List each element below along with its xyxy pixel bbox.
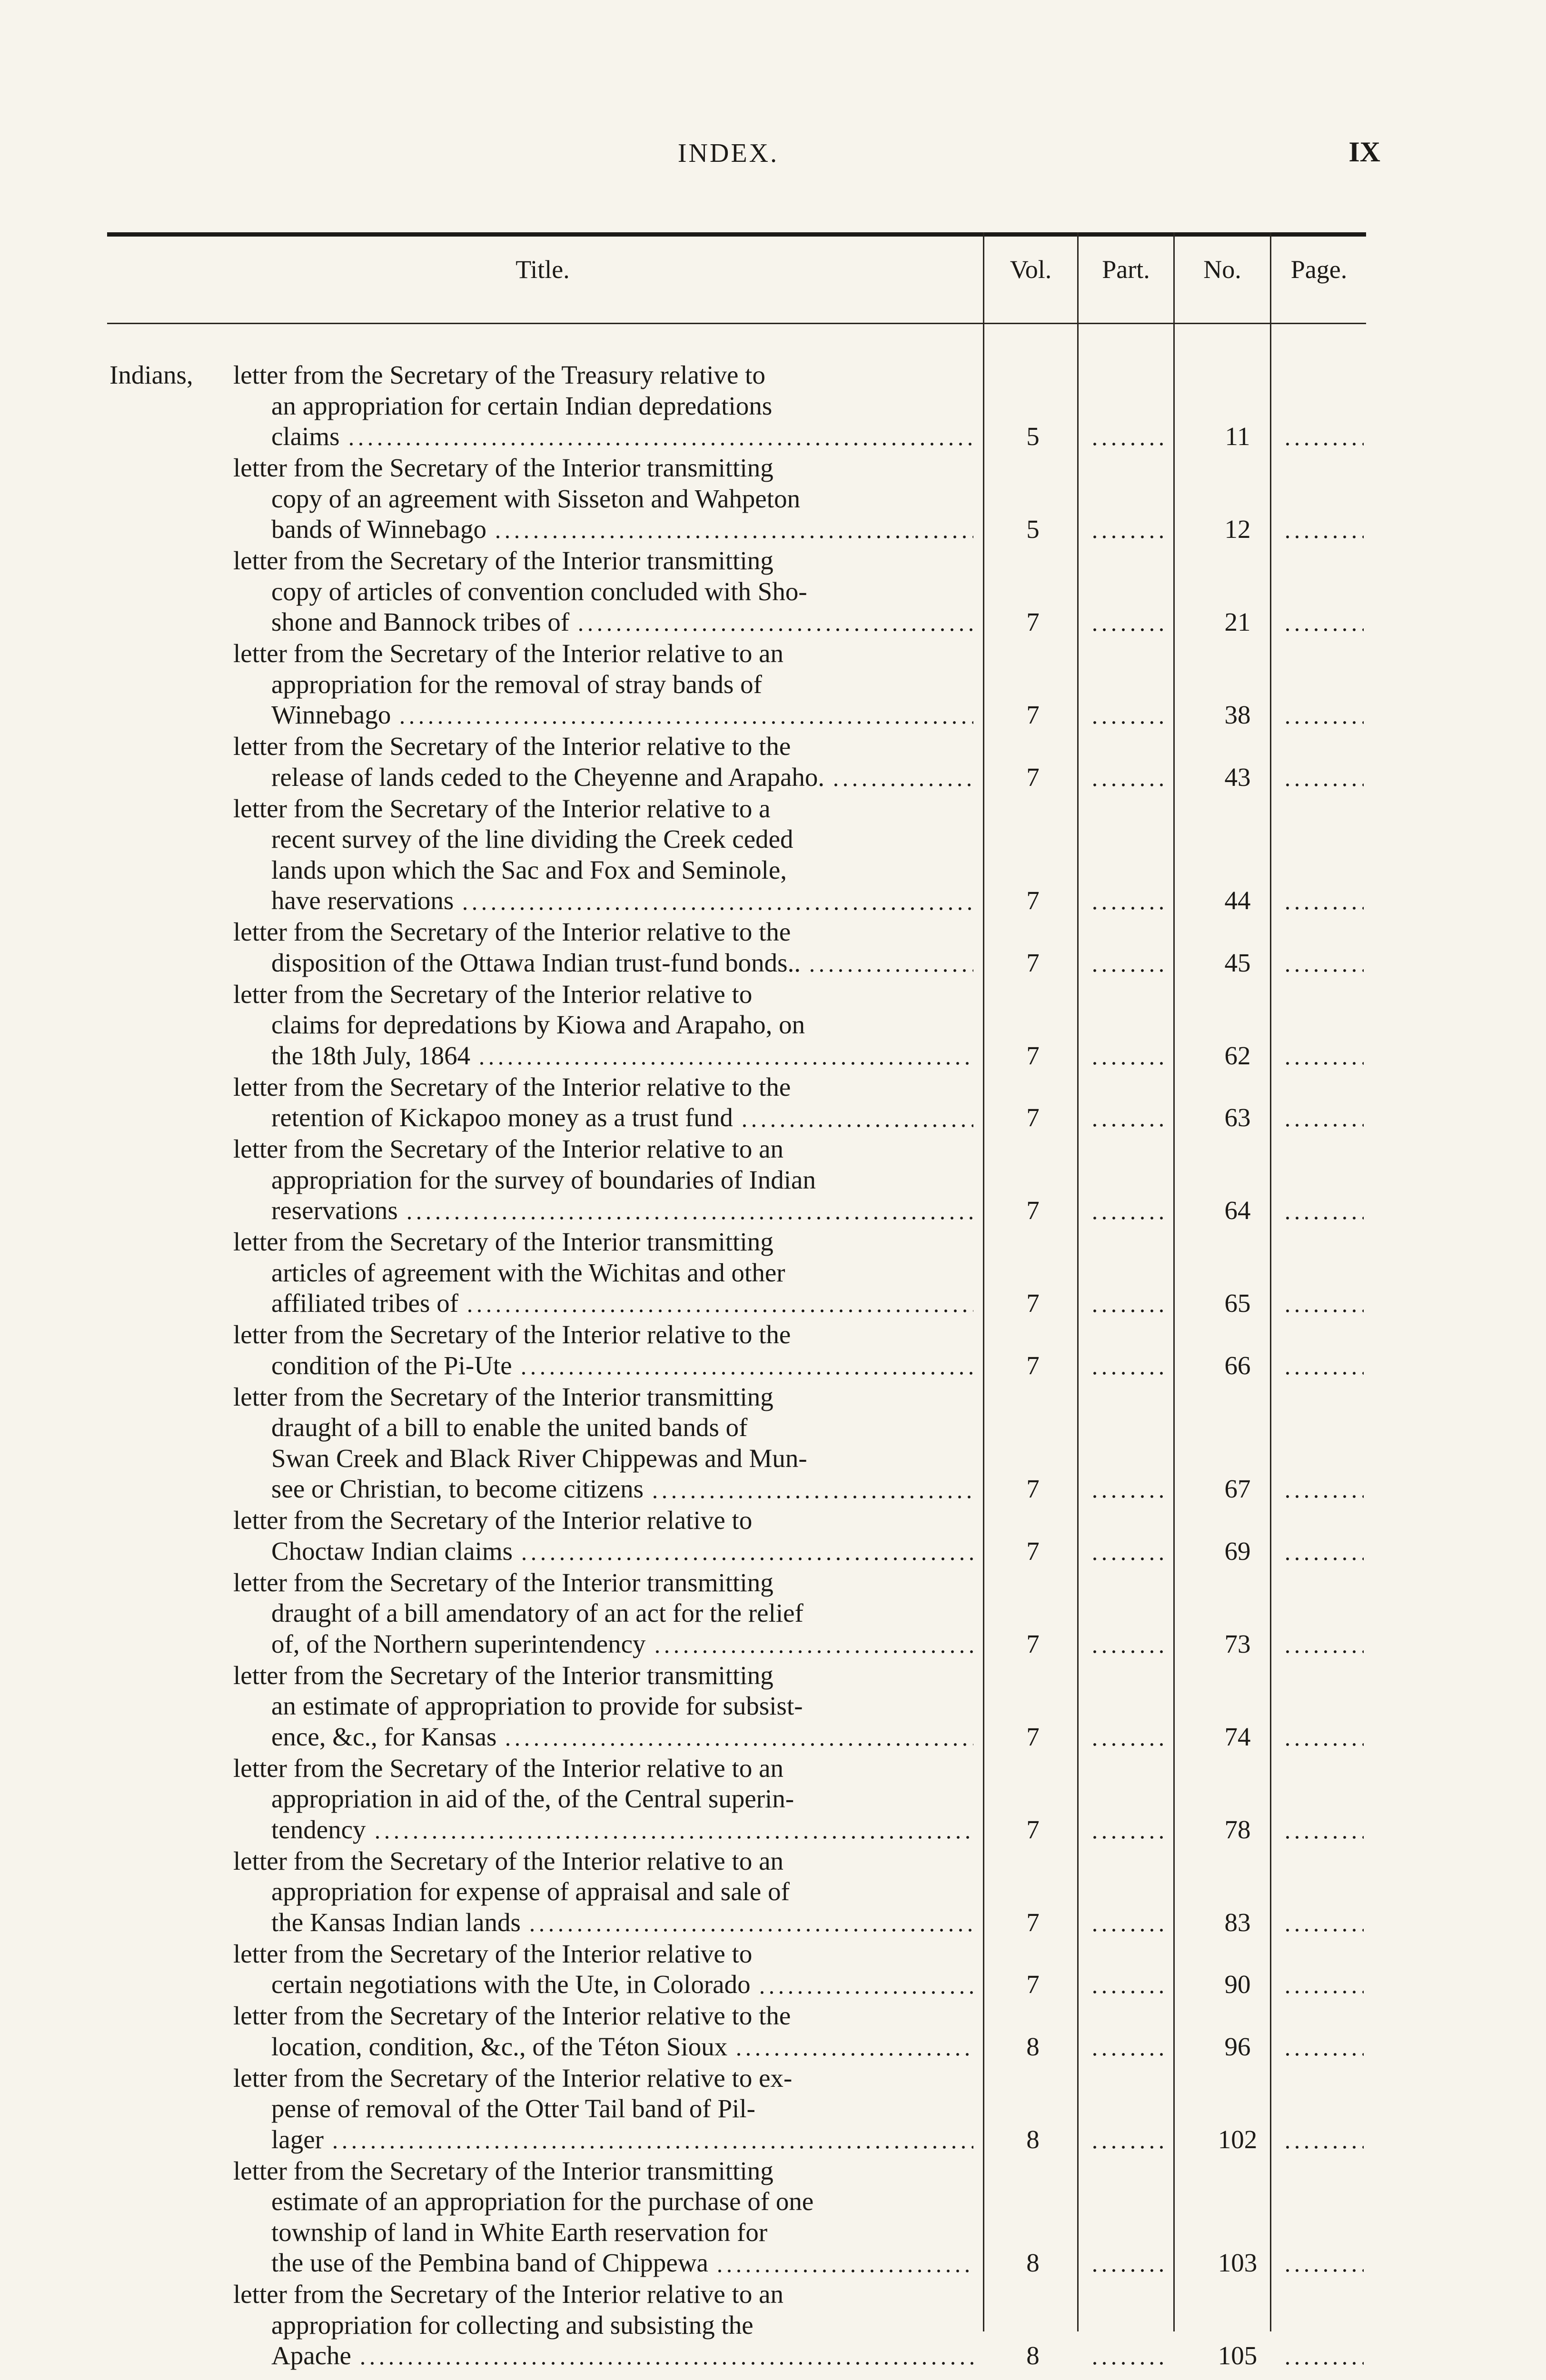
index-entry: [0, 2156, 1546, 2279]
entry-number: 90: [1224, 1970, 1251, 1999]
entry-part-leader: [1090, 1372, 1166, 1375]
entry-volume: 7: [1026, 607, 1040, 636]
entry-text-first-line: letter from the Secretary of the Interior relative to: [233, 1506, 753, 1535]
entry-volume: 7: [1026, 1815, 1040, 1844]
entry-text-continuation: tendency: [271, 1815, 366, 1844]
entry-text-first-line: letter from the Secretary of the Interior relative to an: [233, 1753, 783, 1783]
entry-text-first-line: letter from the Secretary of the Interior relative to: [233, 1939, 753, 1968]
entry-title-leader: [358, 2362, 973, 2365]
entry-text-continuation: Apache: [271, 2341, 351, 2370]
index-entry: [0, 2063, 1546, 2156]
entry-text-continuation: claims for depredations by Kiowa and Arapaho, on: [271, 1010, 805, 1039]
entry-text-continuation: bands of Winnebago: [271, 515, 486, 544]
index-entry: [0, 2280, 1546, 2372]
entry-page-leader: [1283, 1991, 1364, 1993]
entry-volume: 7: [1026, 1474, 1040, 1503]
entry-part-leader: [1090, 2362, 1166, 2365]
entry-title-leader: [650, 1496, 973, 1498]
entry-text-continuation: Choctaw Indian claims: [271, 1536, 513, 1566]
entry-text-continuation: Winnebago: [271, 700, 391, 729]
column-header-vol: Vol.: [1010, 255, 1052, 284]
entry-text-first-line: letter from the Secretary of the Interior transmitting: [233, 453, 773, 482]
entry-volume: 7: [1026, 1289, 1040, 1318]
entry-part-leader: [1090, 628, 1166, 631]
entry-page-leader: [1283, 907, 1364, 910]
entry-text-continuation: copy of articles of convention concluded with Sho-: [271, 576, 807, 606]
index-entry: [0, 1846, 1546, 1939]
entry-number: 69: [1224, 1536, 1251, 1566]
entry-number: 64: [1224, 1196, 1251, 1225]
entry-text-continuation: disposition of the Ottawa Indian trust-fund bonds..: [271, 948, 801, 977]
entry-part-leader: [1090, 721, 1166, 724]
entry-page-leader: [1283, 1650, 1364, 1653]
entry-number: 96: [1224, 2032, 1251, 2061]
entry-page-leader: [1283, 1124, 1364, 1127]
entry-text-first-line: letter from the Secretary of the Interior relative to the: [233, 917, 791, 946]
entry-text-first-line: letter from the Secretary of the Interior relative to a: [233, 793, 771, 823]
entry-number: 63: [1224, 1103, 1251, 1132]
entry-text-continuation: an estimate of appropriation to provide for subsist-: [271, 1691, 803, 1720]
index-entry: [0, 360, 1546, 453]
entry-title-leader: [519, 1557, 973, 1560]
entry-page-leader: [1283, 1495, 1364, 1498]
table-top-rule: [107, 232, 1366, 237]
entry-part-leader: [1090, 783, 1166, 786]
column-header-no: No.: [1203, 255, 1241, 284]
entry-page-leader: [1283, 443, 1364, 446]
entry-text-continuation: retention of Kickapoo money as a trust fund: [271, 1103, 733, 1132]
entry-title-leader: [807, 969, 973, 972]
entry-page-leader: [1283, 1929, 1364, 1932]
entry-number: 103: [1218, 2248, 1258, 2277]
index-entry: [0, 732, 1546, 793]
entry-text-continuation: release of lands ceded to the Cheyenne and Arapaho.: [271, 762, 825, 792]
entry-volume: 7: [1026, 886, 1040, 915]
entry-text-continuation: draught of a bill amendatory of an act for the relief: [271, 1598, 803, 1627]
entry-number: 102: [1218, 2124, 1258, 2154]
entry-page-leader: [1283, 1836, 1364, 1839]
entry-text-continuation: appropriation for expense of appraisal and sale of: [271, 1877, 790, 1906]
entry-page-leader: [1283, 2146, 1364, 2149]
entry-part-leader: [1090, 1557, 1166, 1560]
entry-page-leader: [1283, 2269, 1364, 2272]
entry-volume: 8: [1026, 2248, 1040, 2277]
entry-volume: 7: [1026, 1970, 1040, 1999]
entry-volume: 7: [1026, 1722, 1040, 1751]
entry-text-continuation: condition of the Pi-Ute: [271, 1350, 512, 1380]
entry-number: 44: [1224, 886, 1251, 915]
entry-part-leader: [1090, 1743, 1166, 1746]
entry-number: 43: [1224, 762, 1251, 792]
entry-page-leader: [1283, 1372, 1364, 1375]
column-header-page: Page.: [1290, 255, 1348, 284]
entry-volume: 7: [1026, 762, 1040, 792]
entry-part-leader: [1090, 1836, 1166, 1839]
entry-text-first-line: letter from the Secretary of the Interior transmitting: [233, 1227, 773, 1256]
entry-number: 38: [1224, 700, 1251, 729]
entry-text-first-line: letter from the Secretary of the Interior transmitting: [233, 546, 773, 575]
entry-volume: 5: [1026, 422, 1040, 451]
entry-title-leader: [405, 1217, 973, 1220]
index-entry: [0, 1382, 1546, 1505]
entry-title-leader: [519, 1372, 973, 1375]
entry-volume: 7: [1026, 1907, 1040, 1937]
entry-text-first-line: letter from the Secretary of the Interior transmitting: [233, 1660, 773, 1690]
entry-page-leader: [1283, 969, 1364, 972]
entry-page-leader: [1283, 1309, 1364, 1312]
index-entry: [0, 980, 1546, 1072]
entry-page-leader: [1283, 721, 1364, 724]
entry-number: 74: [1224, 1722, 1251, 1751]
column-header-part: Part.: [1102, 255, 1150, 284]
entry-page-leader: [1283, 1217, 1364, 1220]
entry-number: 62: [1224, 1041, 1251, 1070]
entry-page-leader: [1283, 2362, 1364, 2365]
entry-title-leader: [576, 628, 973, 631]
entry-number: 78: [1224, 1815, 1251, 1844]
entry-part-leader: [1090, 1062, 1166, 1065]
entry-part-leader: [1090, 2269, 1166, 2272]
page-number: IX: [1348, 136, 1380, 168]
entry-text-continuation: lager: [271, 2124, 324, 2154]
entry-text-continuation: have reservations: [271, 886, 454, 915]
table-header-rule: [107, 323, 1366, 324]
entry-lead-word: Indians,: [109, 360, 193, 389]
index-entry: [0, 1506, 1546, 1567]
entry-part-leader: [1090, 1991, 1166, 1993]
entry-volume: 7: [1026, 1629, 1040, 1658]
page-title: INDEX.: [677, 139, 779, 168]
entry-title-leader: [330, 2146, 973, 2149]
entry-title-leader: [715, 2270, 973, 2272]
index-entry: [0, 1939, 1546, 2001]
index-entry: [0, 1072, 1546, 1134]
entry-title-leader: [527, 1929, 973, 1932]
entry-title-leader: [477, 1062, 973, 1065]
entry-text-continuation: of, of the Northern superintendency: [271, 1629, 646, 1658]
entry-text-continuation: certain negotiations with the Ute, in Colorado: [271, 1970, 751, 1999]
entry-part-leader: [1090, 969, 1166, 972]
entry-volume: 7: [1026, 700, 1040, 729]
entry-part-leader: [1090, 1124, 1166, 1127]
entry-text-continuation: location, condition, &c., of the Téton Sioux: [271, 2032, 728, 2061]
index-entry: [0, 639, 1546, 731]
entry-text-continuation: claims: [271, 422, 340, 451]
entry-text-continuation: appropriation for the survey of boundaries of Indian: [271, 1165, 816, 1194]
entry-title-leader: [493, 536, 973, 538]
entry-volume: 8: [1026, 2032, 1040, 2061]
entry-page-leader: [1283, 1557, 1364, 1560]
index-entry: [0, 917, 1546, 979]
entry-title-leader: [740, 1124, 973, 1127]
entry-text-continuation: copy of an agreement with Sisseton and Wahpeton: [271, 484, 801, 513]
entry-text-continuation: recent survey of the line dividing the Creek ceded: [271, 824, 793, 853]
entry-text-continuation: shone and Bannock tribes of: [271, 607, 570, 636]
entry-title-leader: [460, 907, 973, 910]
index-entry: [0, 1227, 1546, 1319]
entry-number: 11: [1225, 422, 1250, 451]
entry-text-continuation: reservations: [271, 1196, 398, 1225]
entry-text-first-line: letter from the Secretary of the Interior relative to an: [233, 1846, 783, 1875]
entry-text-continuation: ence, &c., for Kansas: [271, 1722, 497, 1751]
entry-number: 73: [1224, 1629, 1251, 1658]
entry-volume: 7: [1026, 1536, 1040, 1566]
entry-text-first-line: letter from the Secretary of the Interior relative to an: [233, 639, 783, 668]
entry-page-leader: [1283, 2053, 1364, 2056]
entry-title-leader: [757, 1991, 973, 1994]
entry-volume: 5: [1026, 515, 1040, 544]
entry-number: 21: [1224, 607, 1251, 636]
entry-text-continuation: an appropriation for certain Indian depredations: [271, 391, 773, 420]
index-entry: [0, 453, 1546, 545]
entry-text-first-line: letter from the Secretary of the Interior relative to the: [233, 732, 791, 761]
index-entry: [0, 1661, 1546, 1753]
entry-number: 12: [1224, 515, 1251, 544]
index-entry: [0, 2001, 1546, 2063]
entry-text-continuation: articles of agreement with the Wichitas and other: [271, 1258, 785, 1287]
entry-volume: 8: [1026, 2341, 1040, 2370]
entry-volume: 7: [1026, 948, 1040, 977]
entry-volume: 7: [1026, 1350, 1040, 1380]
entry-page-leader: [1283, 783, 1364, 786]
entry-text-continuation: appropriation in aid of the, of the Central superin-: [271, 1784, 794, 1813]
entry-text-first-line: letter from the Secretary of the Interior relative to the: [233, 2001, 791, 2030]
entry-text-continuation: see or Christian, to become citizens: [271, 1474, 644, 1503]
entry-number: 66: [1224, 1350, 1251, 1380]
entry-page-leader: [1283, 1743, 1364, 1746]
entry-text-first-line: letter from the Secretary of the Interior relative to ex-: [233, 2063, 793, 2092]
entry-text-continuation: the Kansas Indian lands: [271, 1907, 521, 1937]
entry-title-leader: [397, 721, 973, 724]
entry-title-leader: [347, 443, 973, 446]
entry-page-leader: [1283, 536, 1364, 538]
entry-title-leader: [373, 1836, 973, 1839]
entry-page-leader: [1283, 628, 1364, 631]
entry-part-leader: [1090, 536, 1166, 538]
entry-text-first-line: letter from the Secretary of the Interior transmitting: [233, 2156, 773, 2185]
entry-text-first-line: letter from the Secretary of the Interior transmitting: [233, 1567, 773, 1597]
entry-text-continuation: the use of the Pembina band of Chippewa: [271, 2248, 708, 2277]
entry-title-leader: [831, 783, 973, 786]
entry-text-continuation: appropriation for the removal of stray bands of: [271, 669, 762, 699]
index-entry: [0, 546, 1546, 638]
entry-volume: 7: [1026, 1196, 1040, 1225]
entry-part-leader: [1090, 1495, 1166, 1498]
entry-text-continuation: draught of a bill to enable the united bands of: [271, 1413, 748, 1442]
index-entry: [0, 1134, 1546, 1227]
entry-text-continuation: appropriation for collecting and subsisting the: [271, 2310, 753, 2340]
index-entry: [0, 1754, 1546, 1846]
entry-part-leader: [1090, 1309, 1166, 1312]
entry-number: 65: [1224, 1289, 1251, 1318]
entry-part-leader: [1090, 443, 1166, 446]
entry-text-first-line: letter from the Secretary of the Interior relative to the: [233, 1320, 791, 1349]
entry-text-continuation: affiliated tribes of: [271, 1289, 459, 1318]
entry-text-first-line: letter from the Secretary of the Treasury relative to: [233, 360, 765, 389]
entry-title-leader: [465, 1309, 973, 1312]
entry-volume: 7: [1026, 1041, 1040, 1070]
entry-text-first-line: letter from the Secretary of the Interior relative to an: [233, 2280, 783, 2309]
entry-text-first-line: letter from the Secretary of the Interior relative to: [233, 979, 753, 1009]
entry-number: 105: [1218, 2341, 1258, 2370]
entry-text-first-line: letter from the Secretary of the Interior relative to the: [233, 1072, 791, 1101]
entry-number: 45: [1224, 948, 1251, 977]
entry-text-first-line: letter from the Secretary of the Interior relative to an: [233, 1134, 783, 1163]
entry-part-leader: [1090, 1650, 1166, 1653]
column-header-title: Title.: [515, 255, 570, 284]
entry-part-leader: [1090, 907, 1166, 910]
entry-part-leader: [1090, 1929, 1166, 1932]
entry-title-leader: [653, 1650, 973, 1653]
entry-volume: 8: [1026, 2124, 1040, 2154]
entry-text-continuation: township of land in White Earth reservation for: [271, 2217, 768, 2247]
entry-page-leader: [1283, 1062, 1364, 1065]
entry-title-leader: [503, 1743, 973, 1746]
entry-volume: 7: [1026, 1103, 1040, 1132]
entry-part-leader: [1090, 2146, 1166, 2149]
index-entry: [0, 794, 1546, 917]
index-entry: [0, 1568, 1546, 1660]
entry-part-leader: [1090, 1217, 1166, 1220]
entry-text-continuation: the 18th July, 1864: [271, 1041, 471, 1070]
entry-number: 83: [1224, 1907, 1251, 1937]
entry-number: 67: [1224, 1474, 1251, 1503]
index-entry: [0, 1320, 1546, 1381]
entry-text-first-line: letter from the Secretary of the Interior transmitting: [233, 1382, 773, 1411]
entry-part-leader: [1090, 2053, 1166, 2056]
entry-text-continuation: lands upon which the Sac and Fox and Seminole,: [271, 855, 787, 884]
entry-title-leader: [734, 2053, 973, 2056]
entry-text-continuation: pense of removal of the Otter Tail band of Pil-: [271, 2094, 755, 2123]
entry-text-continuation: estimate of an appropriation for the purchase of one: [271, 2187, 814, 2216]
entry-text-continuation: Swan Creek and Black River Chippewas and Mun-: [271, 1443, 807, 1473]
